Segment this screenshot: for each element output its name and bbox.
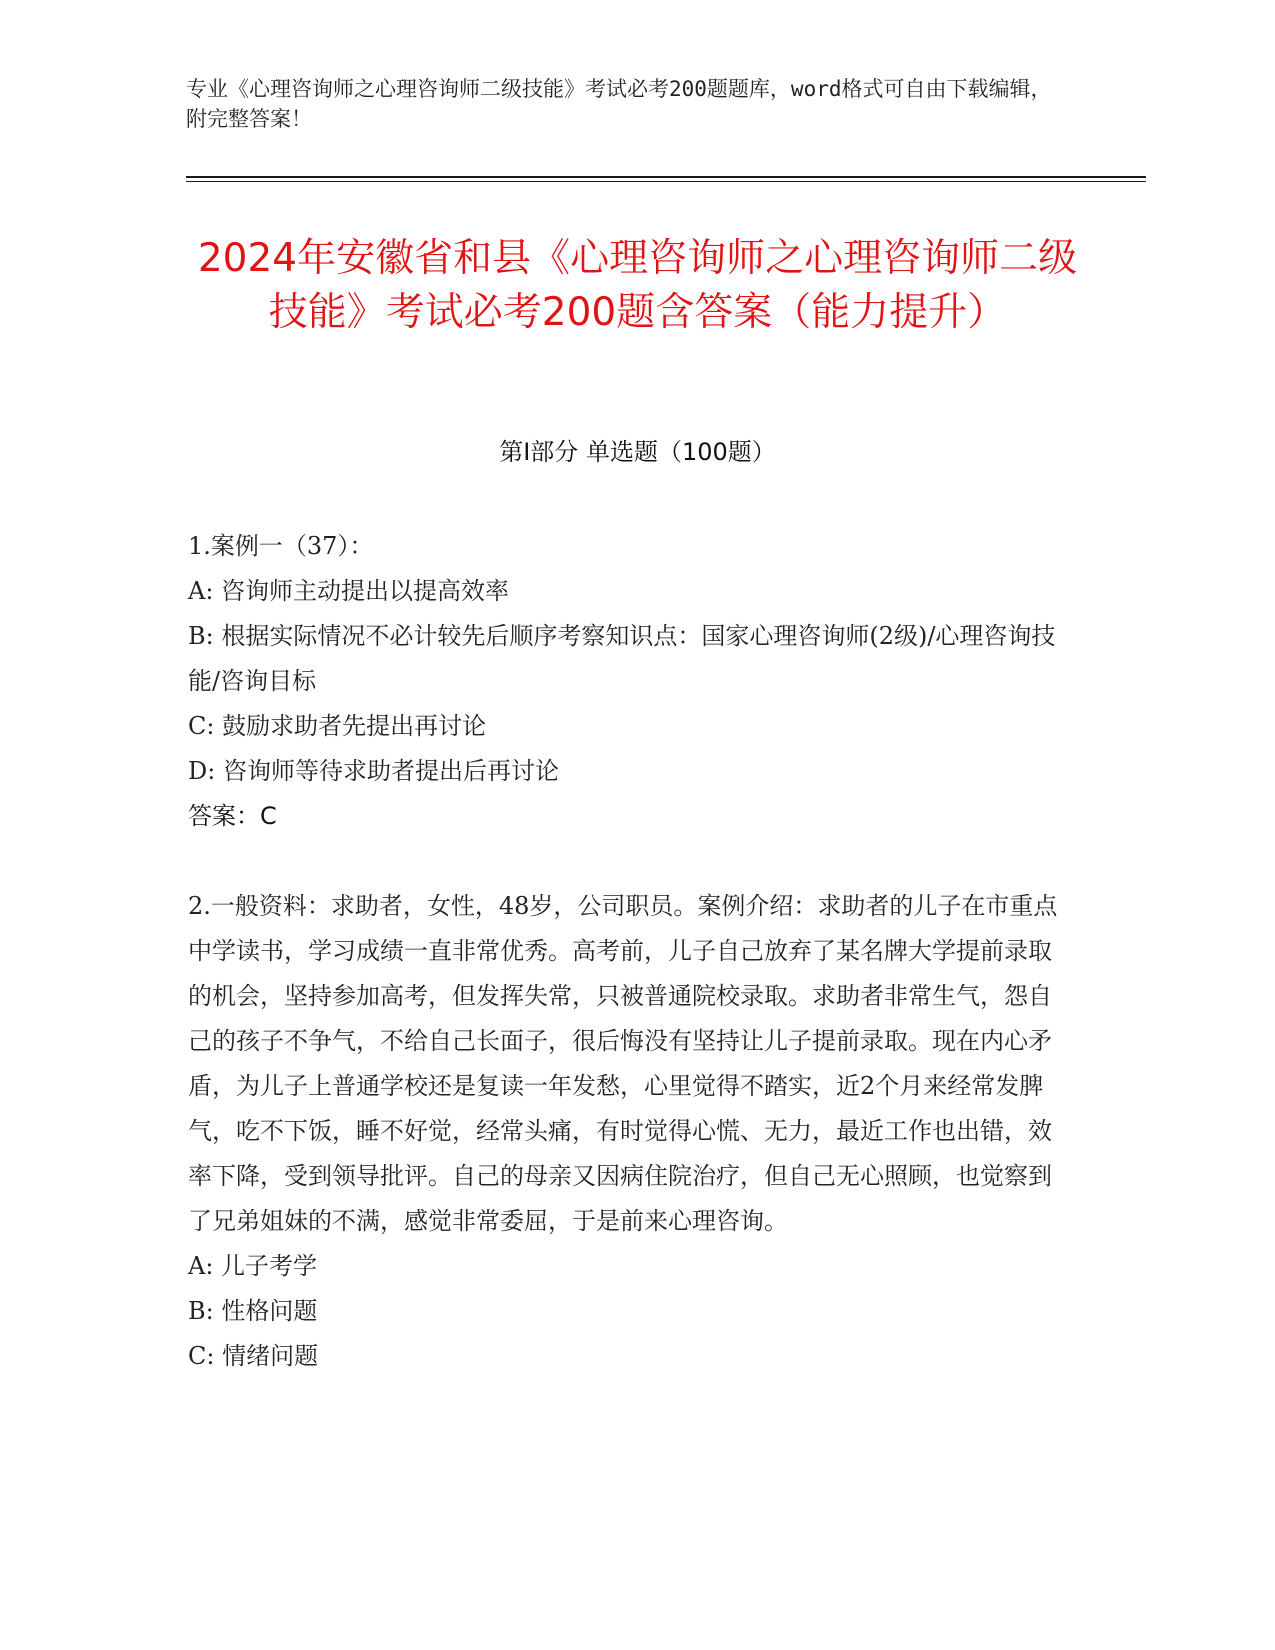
option-d: D: 咨询师等待求助者提出后再讨论 (188, 757, 559, 785)
header-note: 专业《心理咨询师之心理咨询师二级技能》考试必考200题题库，word格式可自由下载编辑，附完整答案！ (186, 77, 1052, 131)
header-divider-thick (186, 176, 1146, 178)
document-title: 2024年安徽省和县《心理咨询师之心理咨询师二级技能》考试必考200题含答案（能力提升） (197, 236, 1078, 335)
question-1 (188, 524, 1058, 839)
question-2 (188, 884, 1058, 1379)
question-stem: 1.案例一（37）： (188, 532, 374, 560)
option-c: C: 情绪问题 (188, 1342, 319, 1370)
question-stem: 2.一般资料：求助者，女性，48岁，公司职员。案例介绍：求助者的儿子在市重点中学读书，学习成绩一直非常优秀。高考前，儿子自己放弃了某名牌大学提前录取的机会，坚持参加高考，但发挥失常，只被普通院校录取。求助者非常生气，怨自己的孩子不争气，不给自己长面子，很后悔没有坚持让儿子提前录取。现在内心矛盾，为儿子上普通学校还是复读一年发愁，心里觉得不踏实，近2个月来经常发脾气，吃不下饭，睡不好觉，经常头痛，有时觉得心慌、无力，最近工作也出错，效率下降，受到领导批评。自己的母亲又因病住院治疗，但自己无心照顾，也觉察到了兄弟姐妹的不满，感觉非常委屈，于是前来心理咨询。 (188, 892, 1058, 1235)
section-heading: 第I部分 单选题（100题） (499, 438, 776, 466)
header-divider-thin (186, 181, 1146, 182)
option-a: A: 咨询师主动提出以提高效率 (188, 577, 510, 605)
option-a: A: 儿子考学 (188, 1252, 318, 1280)
option-c: C: 鼓励求助者先提出再讨论 (188, 712, 487, 740)
answer-line: 答案：C (188, 802, 277, 830)
option-b: B: 性格问题 (188, 1297, 318, 1325)
option-b: B: 根据实际情况不必计较先后顺序考察知识点：国家心理咨询师(2级)/心理咨询技能/咨询目标 (188, 622, 1056, 695)
